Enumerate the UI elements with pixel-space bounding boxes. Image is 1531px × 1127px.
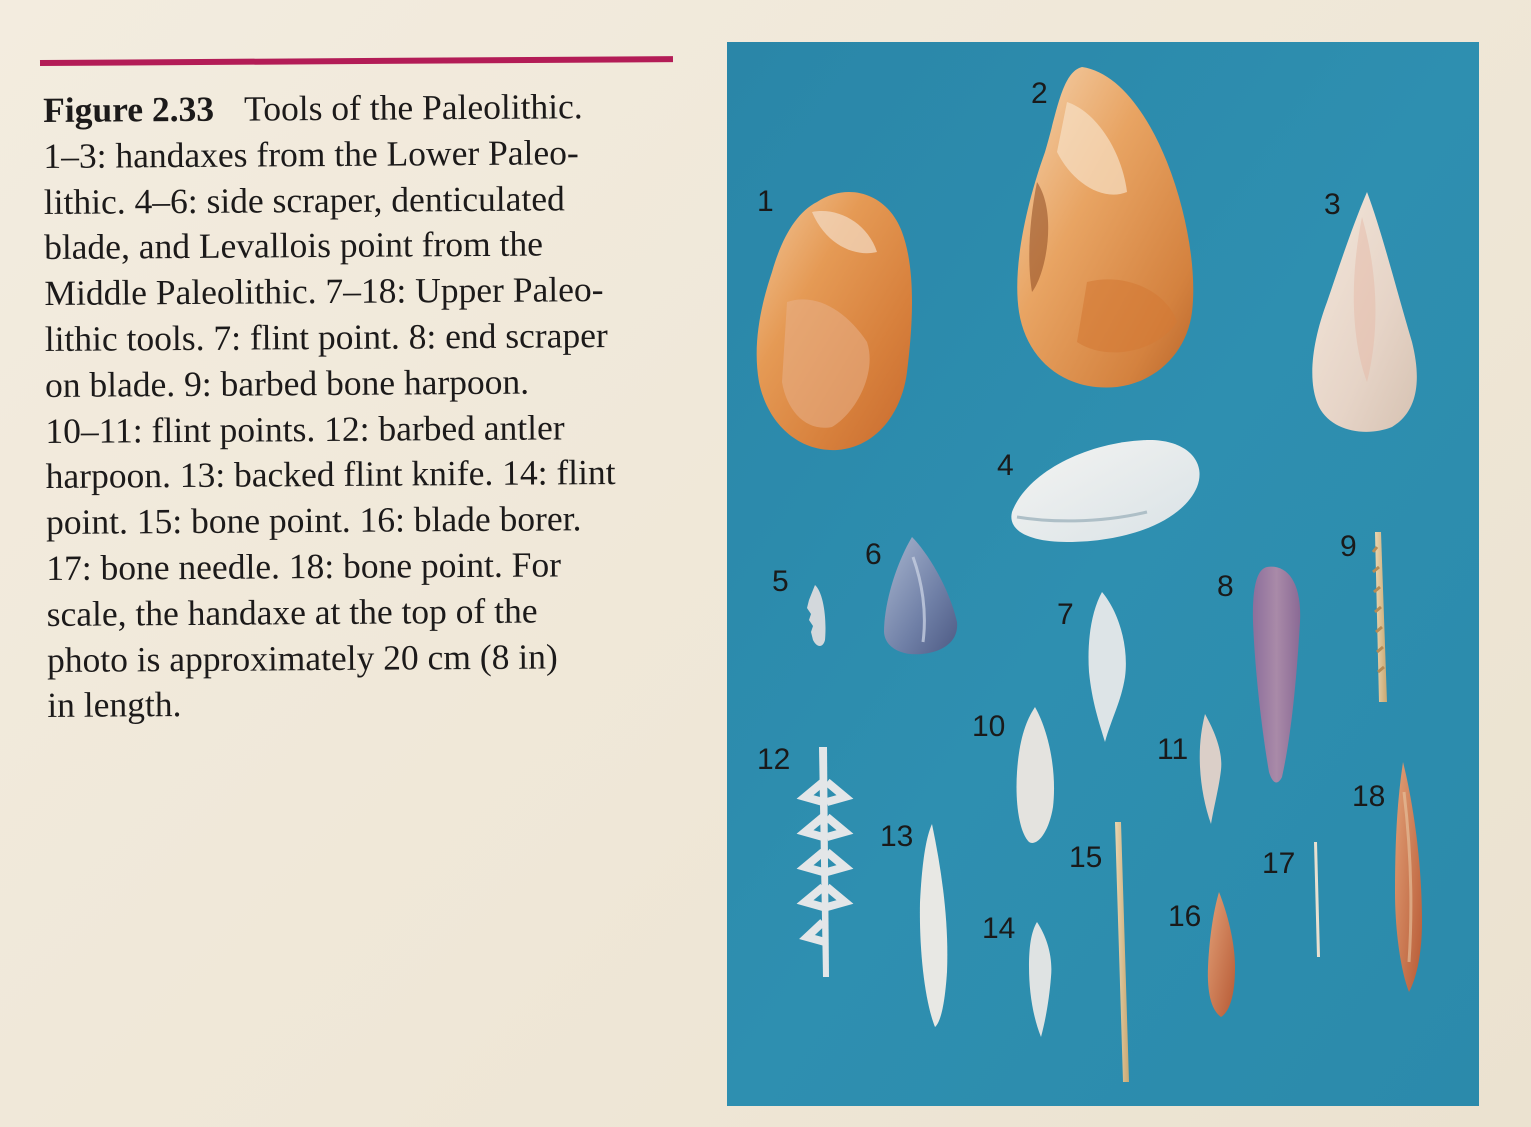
tools-photo — [727, 42, 1479, 1106]
caption-line: point. 15: bone point. 16: blade borer. — [45, 498, 582, 543]
label-8: 8 — [1217, 570, 1234, 603]
label-6: 6 — [865, 538, 882, 571]
caption-line: blade, and Levallois point from the — [43, 223, 544, 268]
caption-line: in length. — [47, 684, 182, 726]
label-10: 10 — [972, 710, 1006, 743]
caption-line: 10–11: flint points. 12: barbed antler — [45, 406, 565, 451]
caption-line-1 — [43, 83, 693, 133]
caption-line: scale, the handaxe at the top of the — [46, 590, 538, 634]
label-5: 5 — [772, 565, 789, 598]
caption-line: photo is approximately 20 cm (8 in) — [46, 635, 558, 680]
label-3: 3 — [1324, 188, 1341, 221]
caption-line: lithic. 4–6: side scraper, denticulated — [43, 177, 565, 222]
tools-photo-illustration — [727, 42, 1479, 1106]
label-1: 1 — [757, 185, 774, 218]
caption-line: on blade. 9: barbed bone harpoon. — [44, 361, 530, 405]
label-9: 9 — [1340, 530, 1357, 563]
label-17: 17 — [1262, 847, 1296, 880]
label-2: 2 — [1031, 77, 1048, 110]
caption-line-text: Tools of the Paleolithic. — [243, 86, 583, 129]
label-12: 12 — [757, 743, 791, 776]
label-16: 16 — [1168, 900, 1202, 933]
label-18: 18 — [1352, 780, 1386, 813]
caption-line: 17: bone needle. 18: bone point. For — [46, 544, 562, 588]
label-4: 4 — [997, 449, 1014, 482]
figure-caption — [43, 83, 697, 729]
label-13: 13 — [880, 820, 914, 853]
caption-line: 1–3: handaxes from the Lower Paleo- — [43, 132, 579, 176]
label-7: 7 — [1057, 598, 1074, 631]
label-15: 15 — [1069, 841, 1103, 874]
label-14: 14 — [982, 912, 1016, 945]
caption-line: lithic tools. 7: flint point. 8: end scraper — [44, 315, 608, 359]
figure-label: Figure 2.33 — [43, 88, 215, 130]
caption-line: harpoon. 13: backed flint knife. 14: flint — [45, 452, 616, 497]
label-11: 11 — [1157, 733, 1189, 766]
caption-line: Middle Paleolithic. 7–18: Upper Paleo- — [44, 269, 604, 314]
